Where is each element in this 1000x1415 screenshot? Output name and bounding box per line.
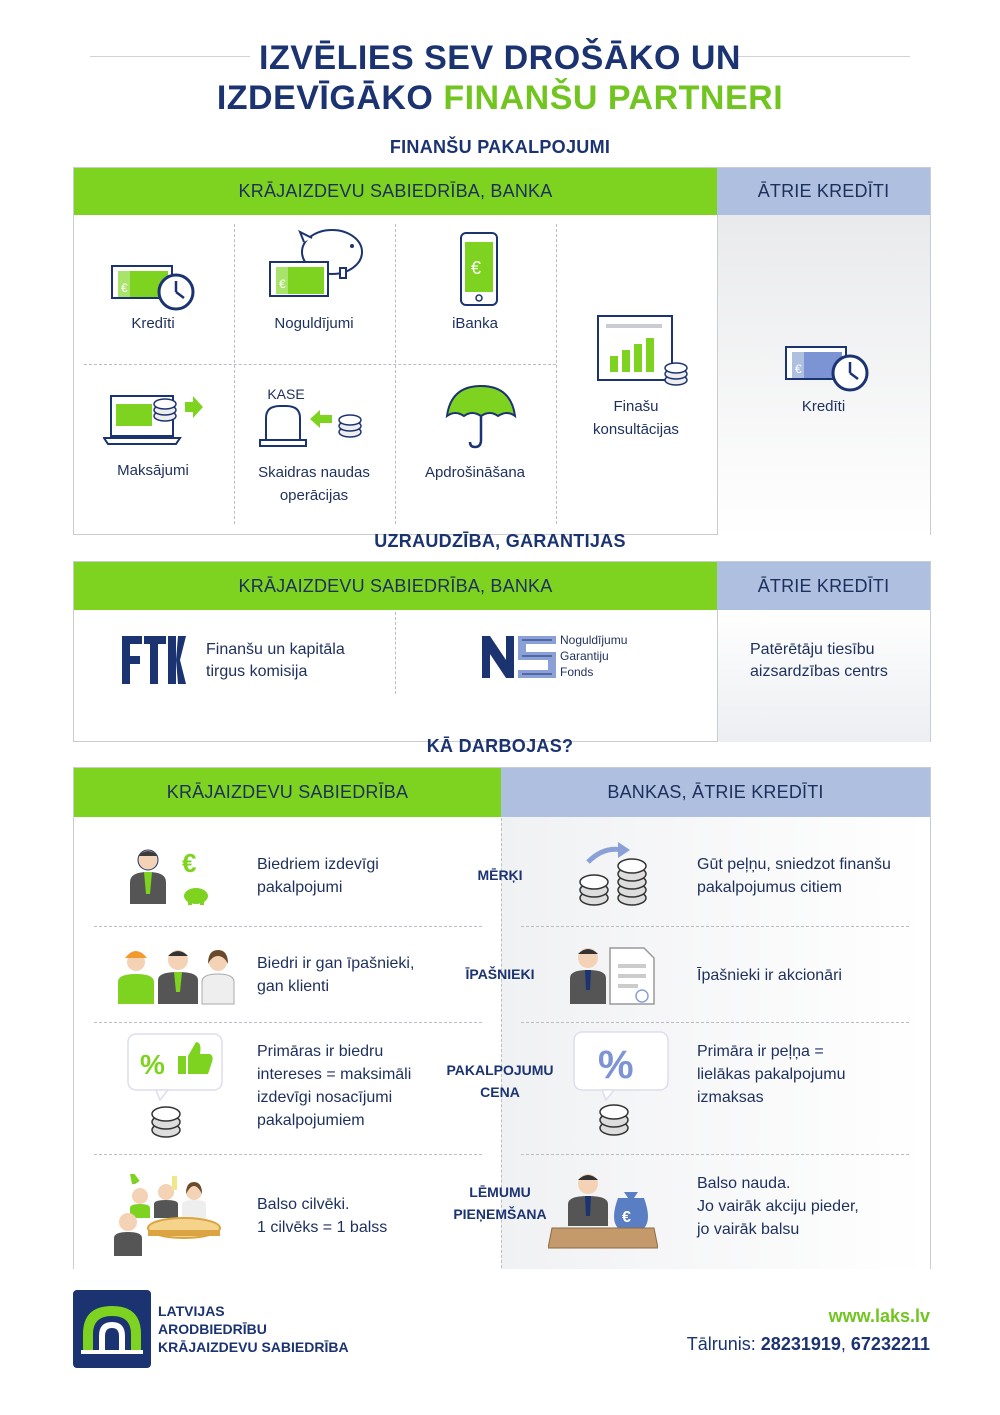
percent-bubble-icon [572, 1030, 672, 1140]
phone-label: Tālrunis: [686, 1334, 761, 1354]
coins-arrow-icon [574, 842, 654, 908]
ptac-text-1: Patērētāju tiesību [750, 641, 875, 658]
how-right-3-line3: izmaksas [697, 1089, 764, 1106]
how-mid-3-line2: CENA [480, 1084, 520, 1100]
how-right-2: Īpašnieki ir akcionāri [697, 967, 842, 984]
how-left-3-line4: pakalpojumiem [257, 1112, 365, 1129]
how-right-1-line2: pakalpojumus citiem [697, 879, 842, 896]
svg-text:€: € [121, 281, 128, 295]
website-link[interactable]: www.laks.lv [828, 1306, 930, 1326]
how-left-1-line1: Biedriem izdevīgi [257, 856, 379, 873]
services-header-right: ĀTRIE KREDĪTI [717, 168, 930, 215]
how-right-4-line1: Balso nauda. [697, 1175, 791, 1192]
umbrella-icon [445, 384, 517, 450]
how-right-1-line1: Gūt peļņu, sniedzot finanšu [697, 856, 891, 873]
service-label-ibanka: iBanka [452, 315, 498, 332]
how-right-4-line2: Jo vairāk akciju pieder, [697, 1198, 859, 1215]
phone-separator: , [840, 1334, 851, 1354]
divider [94, 926, 482, 927]
ngf-text-1: Noguldījumu [560, 633, 628, 647]
how-mid-4-line2: PIEŅEMŠANA [453, 1206, 547, 1222]
fktk-logo-icon [122, 636, 186, 684]
fktk-text-2: tirgus komisija [206, 663, 308, 680]
fast-credit-money-clock-icon [784, 343, 870, 393]
laptop-payment-icon [103, 392, 205, 448]
svg-text:€: € [182, 848, 197, 878]
hero-title-line2 [0, 78, 1000, 118]
service-label-krediti: Kredīti [131, 315, 175, 332]
money-clock-icon [110, 262, 196, 312]
svg-text:%: % [598, 1043, 634, 1087]
hero-title-line2-part1: IZDEVĪGĀKO [216, 79, 444, 117]
divider [556, 224, 557, 524]
divider [521, 1022, 909, 1023]
org-name-2: ARODBIEDRĪBU [158, 1321, 267, 1337]
how-left-2-line2: gan klienti [257, 978, 330, 995]
how-right-4-line3: jo vairāk balsu [697, 1221, 800, 1238]
service-label-maksajumi: Maksājumi [117, 462, 189, 479]
supervision-title: UZRAUDZĪBA, GARANTIJAS [374, 531, 626, 551]
how-left-3-line1: Primāras ir biedru [257, 1043, 384, 1060]
phone-line [687, 1334, 930, 1355]
svg-text:€: € [795, 362, 802, 376]
divider [521, 1154, 909, 1155]
service-label-konsultacijas-1: Finašu [613, 398, 659, 415]
piggy-bank-icon [268, 224, 368, 304]
divider [94, 1022, 482, 1023]
service-label-skaidras-1: Skaidras naudas [258, 464, 370, 481]
laks-logo-icon [73, 1290, 151, 1368]
person-money-bag-icon [548, 1168, 658, 1250]
service-label-skaidras-2: operācijas [279, 487, 349, 504]
how-left-2-line1: Biedri ir gan īpašnieki, [257, 955, 415, 972]
three-people-icon [116, 944, 238, 1006]
person-euro-piggy-icon [126, 846, 216, 906]
org-name-1: LATVIJAS [158, 1303, 225, 1319]
how-header-left: KRĀJAIZDEVU SABIEDRĪBA [74, 768, 501, 817]
hero-title-line1: IZVĒLIES SEV DROŠĀKO UN [259, 39, 741, 77]
shareholder-document-icon [568, 944, 660, 1006]
how-mid-3-line1: PAKALPOJUMU [446, 1062, 554, 1078]
how-header-right: BANKAS, ĀTRIE KREDĪTI [501, 768, 930, 817]
divider [84, 364, 556, 365]
supervision-header-right: ĀTRIE KREDĪTI [717, 562, 930, 610]
how-title: KĀ DARBOJAS? [426, 736, 574, 756]
ngf-text-3: Fonds [560, 665, 594, 679]
ngf-logo-icon [482, 636, 558, 678]
org-name-3: KRĀJAIZDEVU SABIEDRĪBA [158, 1339, 349, 1355]
supervision-header-left: KRĀJAIZDEVU SABIEDRĪBA, BANKA [74, 562, 717, 610]
svg-text:%: % [140, 1049, 165, 1080]
divider [521, 926, 909, 927]
chart-coins-icon [596, 314, 692, 388]
people-voting-table-icon [112, 1174, 224, 1256]
phone-number-1[interactable]: 28231919 [760, 1334, 841, 1354]
how-left-4-line1: Balso cilvēki. [257, 1196, 350, 1213]
fast-credit-label: Kredīti [801, 398, 846, 415]
how-left-3-line2: intereses = maksimāli [257, 1066, 412, 1083]
service-label-konsultacijas-2: konsultācijas [593, 421, 679, 438]
how-right-3-line1: Primāra ir peļņa = [697, 1043, 824, 1060]
how-left-3-line3: izdevīgi nosacījumi [257, 1089, 393, 1106]
how-right-3-line2: lielākas pakalpojumu [697, 1066, 846, 1083]
how-mid-2: ĪPAŠNIEKI [465, 966, 535, 982]
services-title: FINANŠU PAKALPOJUMI [389, 137, 611, 157]
how-left-4-line2: 1 cilvēks = 1 balss [257, 1219, 388, 1236]
svg-text:€: € [622, 1209, 631, 1226]
ngf-text-2: Garantiju [560, 649, 609, 663]
fktk-text-1: Finanšu un kapitāla [206, 641, 345, 658]
cash-desk-icon [258, 402, 366, 448]
how-mid-4-line1: LĒMUMU [469, 1184, 531, 1200]
service-label-noguldijumi: Noguldījumi [274, 315, 354, 332]
svg-text:€: € [471, 258, 482, 278]
service-label-apdrosinasana: Apdrošināšana [424, 464, 526, 481]
phone-euro-icon [460, 232, 498, 306]
hero-title-line2-part2: FINANŠU PARTNERI [443, 79, 784, 117]
divider [94, 1154, 482, 1155]
how-left-1-line2: pakalpojumi [257, 879, 343, 896]
phone-number-2[interactable]: 67232211 [850, 1334, 930, 1354]
svg-text:€: € [279, 277, 286, 291]
divider [395, 612, 396, 694]
how-mid-1: MĒRĶI [477, 867, 523, 883]
ptac-text-2: aizsardzības centrs [750, 663, 888, 680]
kase-label: KASE [267, 386, 305, 402]
services-header-left: KRĀJAIZDEVU SABIEDRĪBA, BANKA [74, 168, 717, 215]
percent-thumb-bubble-icon [126, 1032, 226, 1140]
